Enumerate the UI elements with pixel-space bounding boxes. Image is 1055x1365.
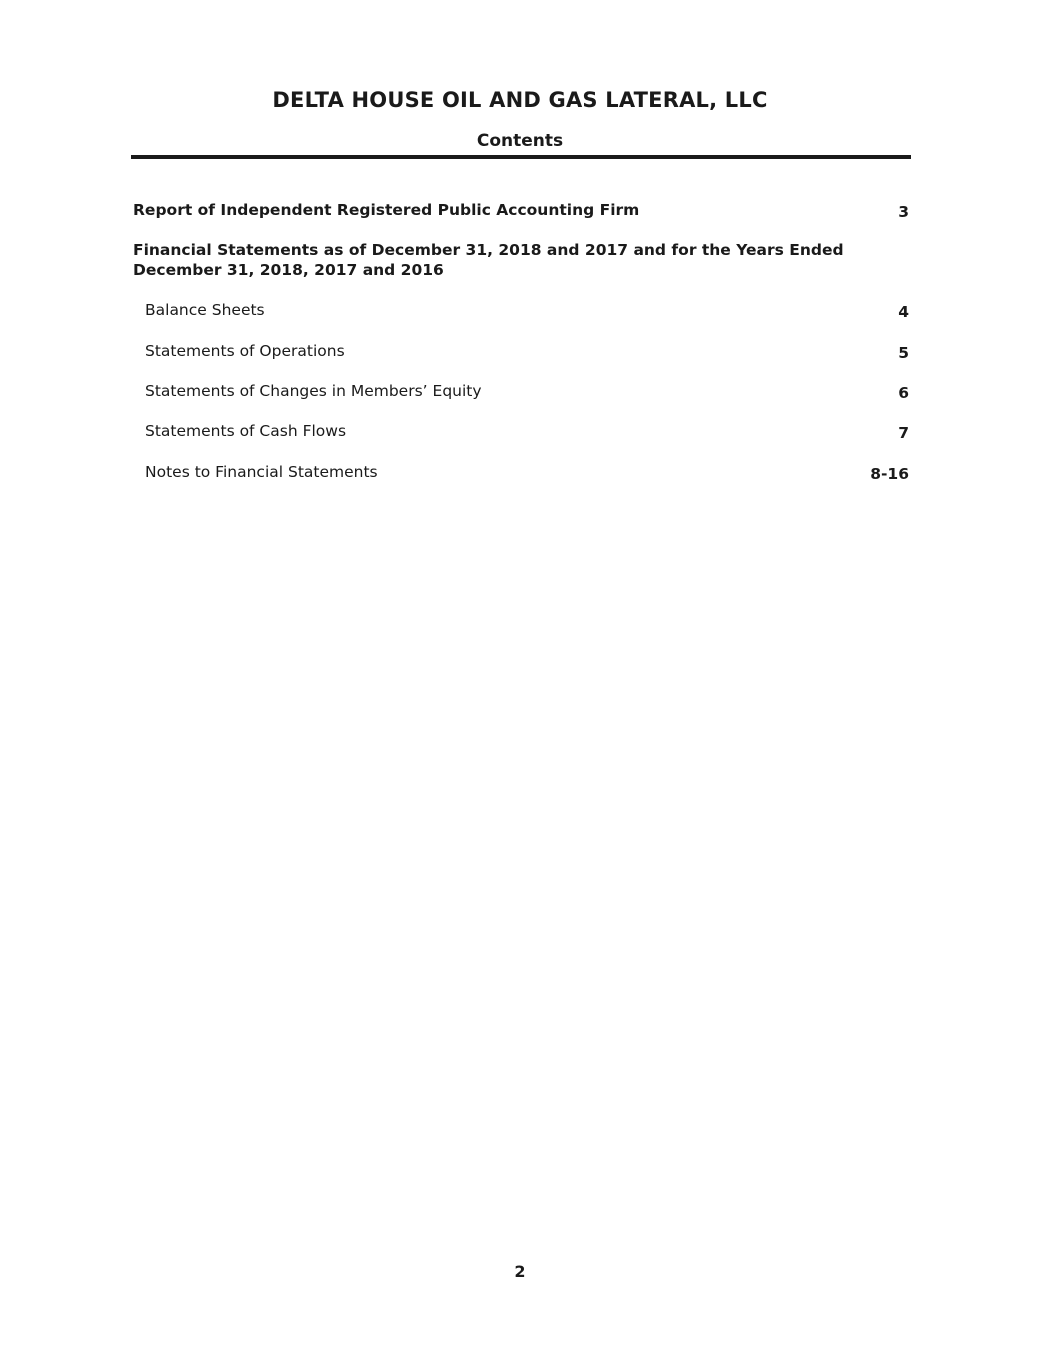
toc-entry-report[interactable] [133, 200, 909, 220]
toc-entry-notes[interactable] [133, 462, 909, 482]
toc-section-financial-statements [133, 240, 909, 280]
toc-entry-operations[interactable] [133, 341, 909, 361]
toc-entry-balance-sheets[interactable] [133, 300, 909, 320]
toc-label: Statements of Cash Flows [145, 422, 347, 440]
toc-section-label: Financial Statements as of December 31, 2018 and 2017 and for the Years Ended December 31, 2018, 2017 and 2016 [133, 241, 844, 279]
toc-label: Statements of Operations [145, 342, 345, 360]
heading-rule [131, 155, 911, 159]
toc-label: Report of Independent Registered Public Accounting Firm [133, 201, 640, 219]
toc-entry-cash-flows[interactable] [133, 421, 909, 441]
toc-page-number: 5 [898, 344, 909, 362]
toc-entry-members-equity[interactable] [133, 381, 909, 401]
toc-page-number: 4 [898, 303, 909, 321]
toc-label: Balance Sheets [145, 301, 265, 319]
toc-label: Notes to Financial Statements [145, 463, 378, 481]
toc-page-number: 8-16 [870, 465, 909, 483]
company-title: DELTA HOUSE OIL AND GAS LATERAL, LLC [272, 88, 768, 112]
page-number: 2 [514, 1262, 526, 1281]
contents-heading: Contents [476, 131, 564, 151]
toc-page-number: 3 [898, 203, 909, 221]
toc-label: Statements of Changes in Members’ Equity [145, 382, 482, 400]
toc-page-number: 7 [898, 424, 909, 442]
toc-page-number: 6 [898, 384, 909, 402]
